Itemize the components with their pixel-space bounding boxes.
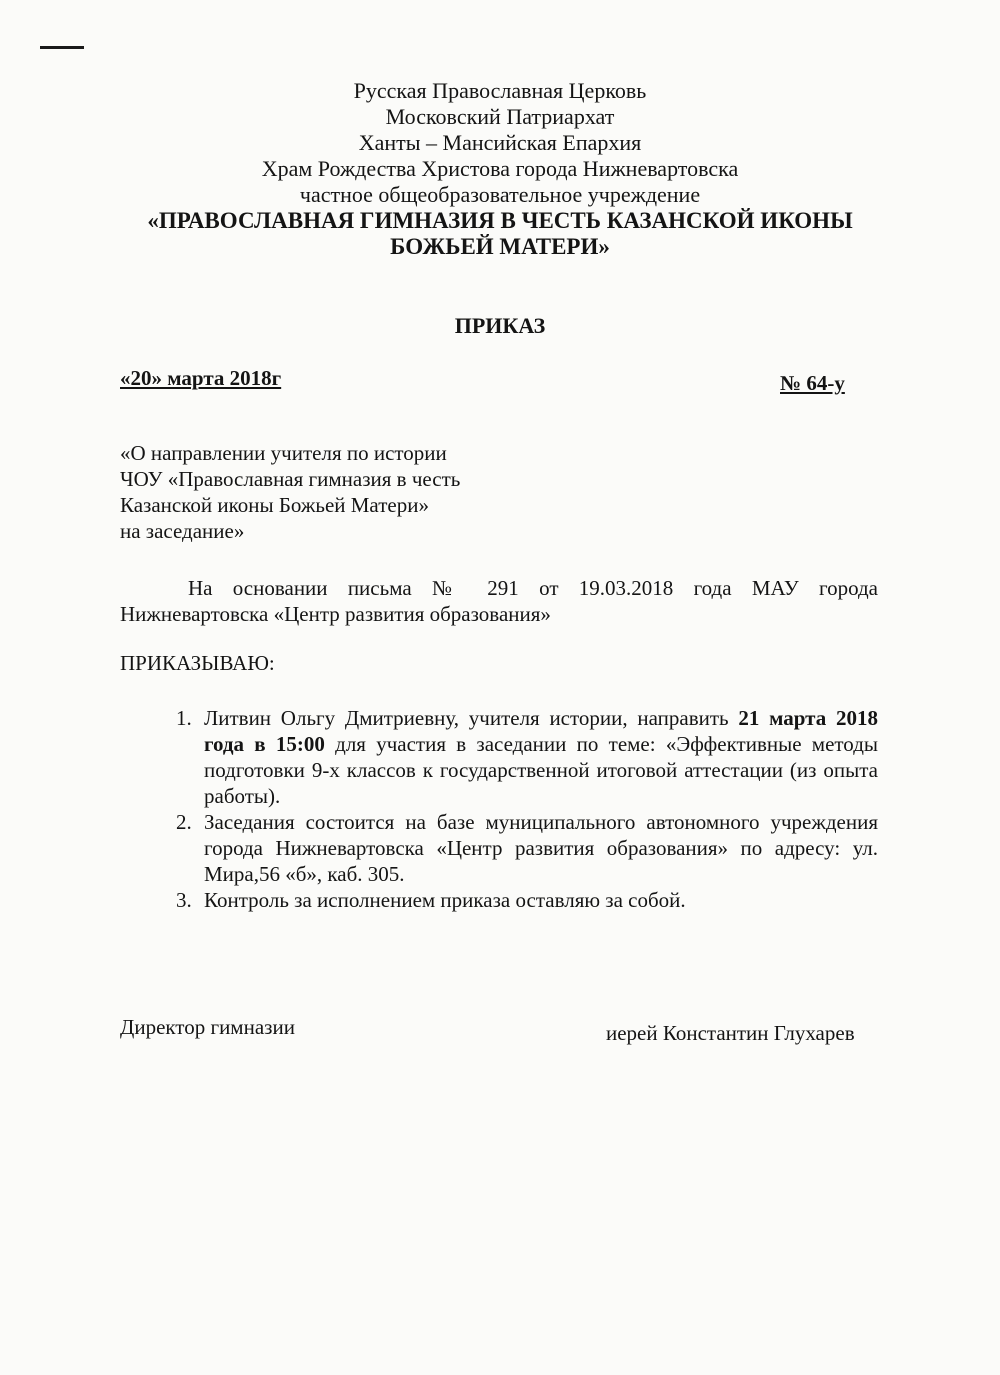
item-text: Контроль за исполнением приказа оставляю за собой. xyxy=(204,888,686,912)
signer-role: Директор гимназии xyxy=(120,1015,295,1039)
item-text: для участия в заседании по теме: «Эффективные методы подготовки 9-х классов к государственной итоговой аттестации (из опыта работы). xyxy=(204,732,878,808)
header-line: Русская Православная Церковь xyxy=(353,78,647,103)
header-line: частное общеобразовательное учреждение xyxy=(299,182,701,207)
item-text-bold: 21 марта 2018 года в 15:00 xyxy=(204,706,878,756)
subject-line: на заседание» xyxy=(120,519,245,543)
scan-mark xyxy=(40,46,84,49)
document-title: ПРИКАЗ xyxy=(454,313,546,338)
item-number: 2. xyxy=(176,810,192,834)
header-line: Ханты – Мансийская Епархия xyxy=(358,130,642,155)
document-number: № 64-у xyxy=(780,371,845,395)
item-number: 3. xyxy=(176,888,192,912)
item-number: 1. xyxy=(176,706,192,730)
org-name-line: «ПРАВОСЛАВНАЯ ГИМНАЗИЯ В ЧЕСТЬ КАЗАНСКОЙ ИКОНЫ xyxy=(147,208,853,233)
signer-name: иерей Константин Глухарев xyxy=(606,1021,855,1045)
subject-line: «О направлении учителя по истории xyxy=(120,441,447,465)
item-text: Литвин Ольгу Дмитриевну, учителя истории, направить xyxy=(204,706,739,730)
org-name-line: БОЖЬЕЙ МАТЕРИ» xyxy=(390,234,610,259)
subject-line: Казанской иконы Божьей Матери» xyxy=(120,493,429,517)
document-subject xyxy=(120,440,540,544)
document-header xyxy=(100,78,900,260)
order-item xyxy=(162,809,878,887)
order-item xyxy=(162,705,878,809)
order-items-list xyxy=(162,705,878,913)
order-word: ПРИКАЗЫВАЮ: xyxy=(120,651,275,675)
header-line: Храм Рождества Христова города Нижневартовска xyxy=(261,156,739,181)
order-item xyxy=(162,887,878,913)
header-line: Московский Патриархат xyxy=(385,104,615,129)
subject-line: ЧОУ «Православная гимназия в честь xyxy=(120,467,461,491)
document-date: «20» марта 2018г xyxy=(120,366,282,390)
basis-paragraph: На основании письма № 291 от 19.03.2018 года МАУ города Нижневартовска «Центр развития образования» xyxy=(120,576,878,626)
item-text: Заседания состоится на базе муниципального автономного учреждения города Нижневартовска «Центр развития образования» по адресу: ул. Мира,56 «б», каб. 305. xyxy=(204,810,878,886)
